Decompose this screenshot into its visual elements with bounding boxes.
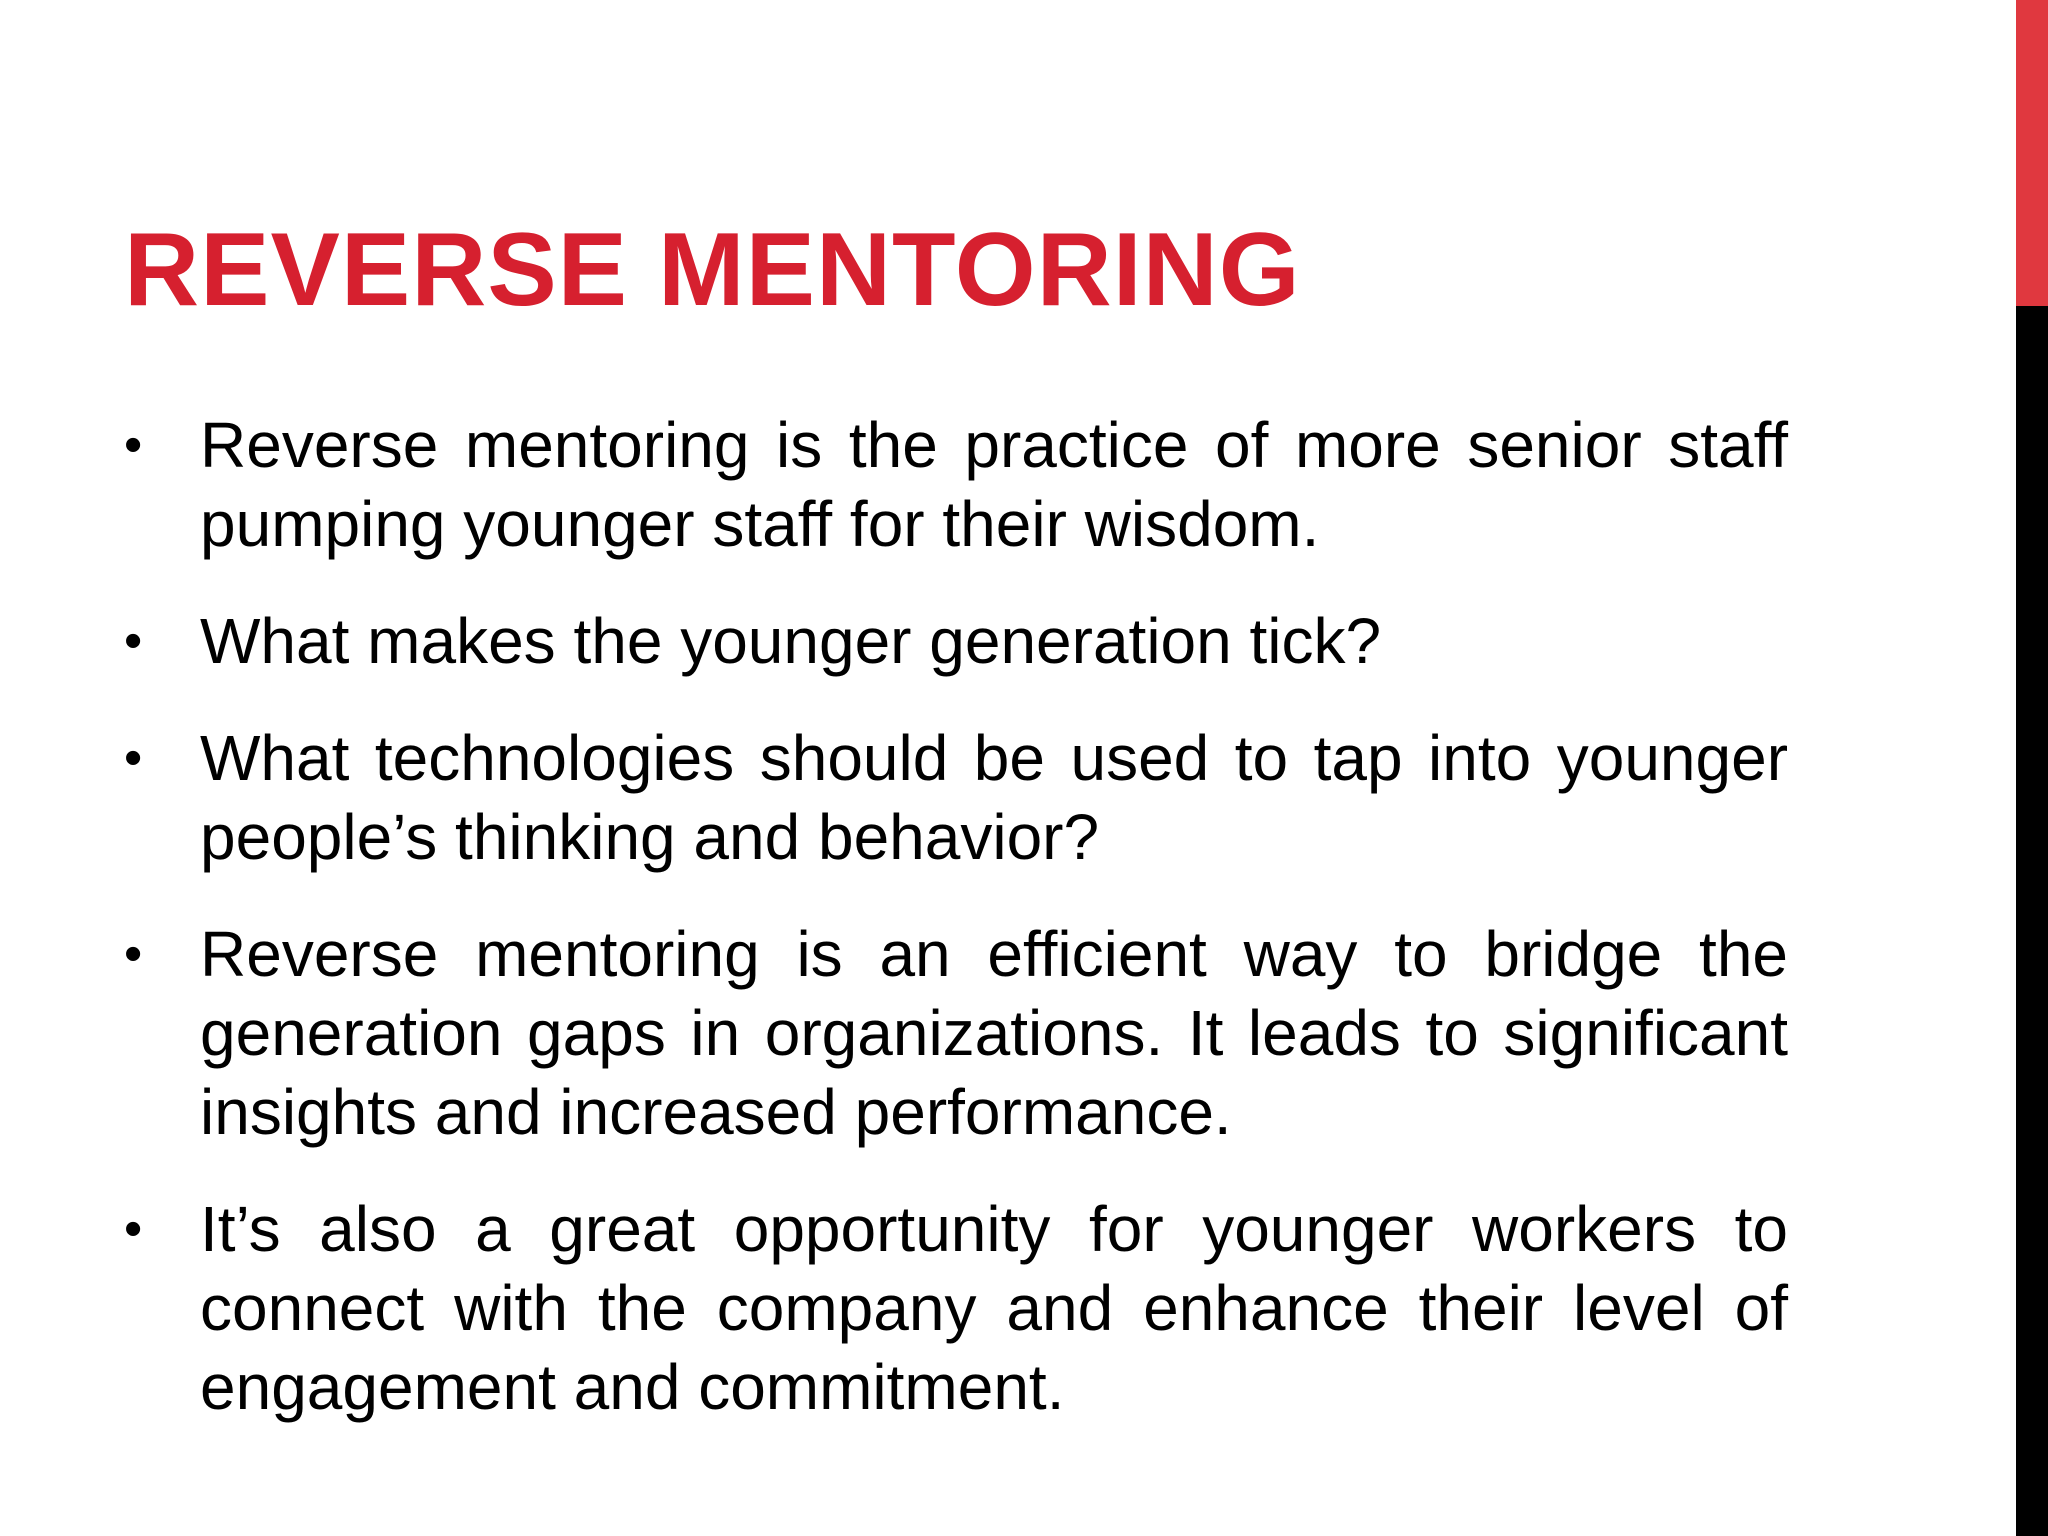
slide-title: REVERSE MENTORING: [124, 212, 1301, 328]
bullet-text: Reverse mentoring is an efficient way to bridge the generation gaps in organizations. It leads to significant insights and increased performance.: [200, 918, 1788, 1148]
bullet-item: [124, 719, 1788, 877]
bullet-item: [124, 915, 1788, 1152]
bullet-text: What makes the younger generation tick?: [200, 605, 1382, 677]
bullet-dot-icon: •: [124, 925, 143, 983]
bullet-dot-icon: •: [124, 612, 143, 670]
side-accent-bar: [2016, 0, 2048, 306]
bullet-dot-icon: •: [124, 416, 143, 474]
bullet-text: What technologies should be used to tap into younger people’s thinking and behavior?: [200, 722, 1788, 873]
bullet-dot-icon: •: [124, 1200, 143, 1258]
bullet-text: Reverse mentoring is the practice of more senior staff pumping younger staff for their wisdom.: [200, 409, 1788, 560]
bullet-dot-icon: •: [124, 729, 143, 787]
bullet-text: It’s also a great opportunity for younger workers to connect with the company and enhance their level of engagement and commitment.: [200, 1193, 1788, 1423]
bullet-list: [124, 406, 1788, 1465]
bullet-item: [124, 406, 1788, 564]
bullet-item: [124, 602, 1788, 681]
bullet-item: [124, 1190, 1788, 1427]
